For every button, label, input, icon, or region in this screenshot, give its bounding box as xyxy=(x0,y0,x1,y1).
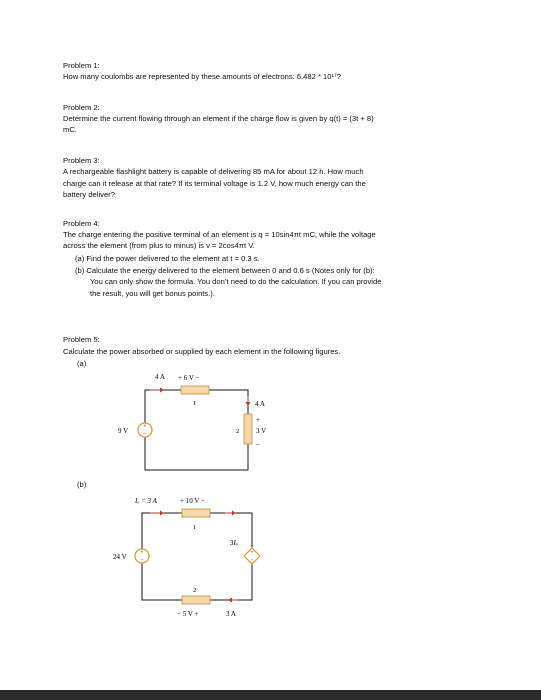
problem-4-part-b-line-3: the result, you will get bonus points.). xyxy=(90,289,215,298)
problem-3-line-1: A rechargeable flashlight battery is capable of delivering 85 mA for about 12 h. How much xyxy=(63,167,364,176)
circuit-b-source-label: 24 V xyxy=(113,553,127,561)
problem-4-line-2: across the element (from plus to minus) is v = 2cos4πt V. xyxy=(63,241,255,250)
problem-3-title: Problem 3: xyxy=(63,156,100,165)
circuit-b-right-current-arrow xyxy=(225,511,236,516)
circuit-a-top-current-label: 4 A xyxy=(155,373,165,381)
circuit-b-dependent-label: 3Iₒ xyxy=(230,539,238,547)
problem-2-line-2: mC. xyxy=(63,125,77,134)
circuit-b-dependent-source xyxy=(244,548,260,564)
svg-text:−: − xyxy=(143,431,147,437)
problem-4-part-b-line-2: You can only show the formula. You don’t need to do the calculation. If you can provide xyxy=(90,277,382,286)
circuit-b-element-2-label: 2 xyxy=(193,587,197,594)
problem-3-line-3: battery deliver? xyxy=(63,190,115,199)
circuit-a-right-minus: − xyxy=(256,441,260,449)
svg-text:+: + xyxy=(143,424,147,430)
problem-2-title: Problem 2: xyxy=(63,103,100,112)
circuit-b-bottom-voltage-label: − 5 V + xyxy=(177,610,199,618)
problem-4-title: Problem 4: xyxy=(63,219,100,228)
circuit-b-bottom-current-arrow xyxy=(228,598,238,603)
circuit-b-element-1-label: 1 xyxy=(193,524,197,531)
svg-text:+: + xyxy=(140,550,144,556)
problem-3-line-2: charge can it release at that rate? If its terminal voltage is 1.2 V, how much energy can the xyxy=(63,179,366,188)
circuit-a-source-label: 9 V xyxy=(118,427,129,435)
problem-4-part-a: (a) Find the power delivered to the element at t = 0.3 s. xyxy=(75,254,260,263)
svg-text:+: + xyxy=(250,550,254,556)
problem-4-part-b-line-1: (b) Calculate the energy delivered to the element between 0 and 0.6 s (Notes only for (b): xyxy=(75,266,375,275)
circuit-a-top-voltage-label: + 6 V − xyxy=(178,374,200,382)
circuit-b-top-current-arrow xyxy=(150,511,164,516)
circuit-a-right-current-label: 4 A xyxy=(255,400,265,408)
circuit-b-voltage-source xyxy=(135,549,149,563)
problem-5-body: Calculate the power absorbed or supplied by each element in the following figures. xyxy=(63,347,341,356)
problem-1-body: How many coulombs are represented by these amounts of electrons: 6.482 * 10¹⁷? xyxy=(63,72,341,81)
circuit-b-element-1 xyxy=(182,509,210,517)
circuit-b-top-voltage-label: + 10 V − xyxy=(180,497,205,505)
circuit-b-element-2 xyxy=(182,596,210,604)
figure-a-label: (a) xyxy=(77,359,87,368)
circuit-b-wires xyxy=(142,513,252,600)
circuit-a-right-voltage-label: 3 V xyxy=(256,427,267,435)
problem-4-line-1: The charge entering the positive terminal of an element is q = 10sin4πt mC, while the voltage xyxy=(63,230,376,239)
problem-2-line-1: Determine the current flowing through an element if the charge flow is given by q(t) = (3t + 8) xyxy=(63,114,374,123)
svg-text:−: − xyxy=(250,557,254,563)
problem-1-title: Problem 1: xyxy=(63,61,100,70)
circuit-a-right-plus: + xyxy=(256,416,260,424)
bottom-bar xyxy=(0,690,541,700)
figure-b-label: (b) xyxy=(77,480,87,489)
circuit-a-element-2-label: 2 xyxy=(236,428,240,435)
circuit-b-top-current-label: Iₒ = 3 A xyxy=(135,497,157,505)
circuit-b-bottom-current-label: 3 A xyxy=(226,610,236,618)
circuit-a-element-1-label: 1 xyxy=(193,400,197,407)
svg-text:−: − xyxy=(140,557,144,563)
problem-5-title: Problem 5: xyxy=(63,335,100,344)
